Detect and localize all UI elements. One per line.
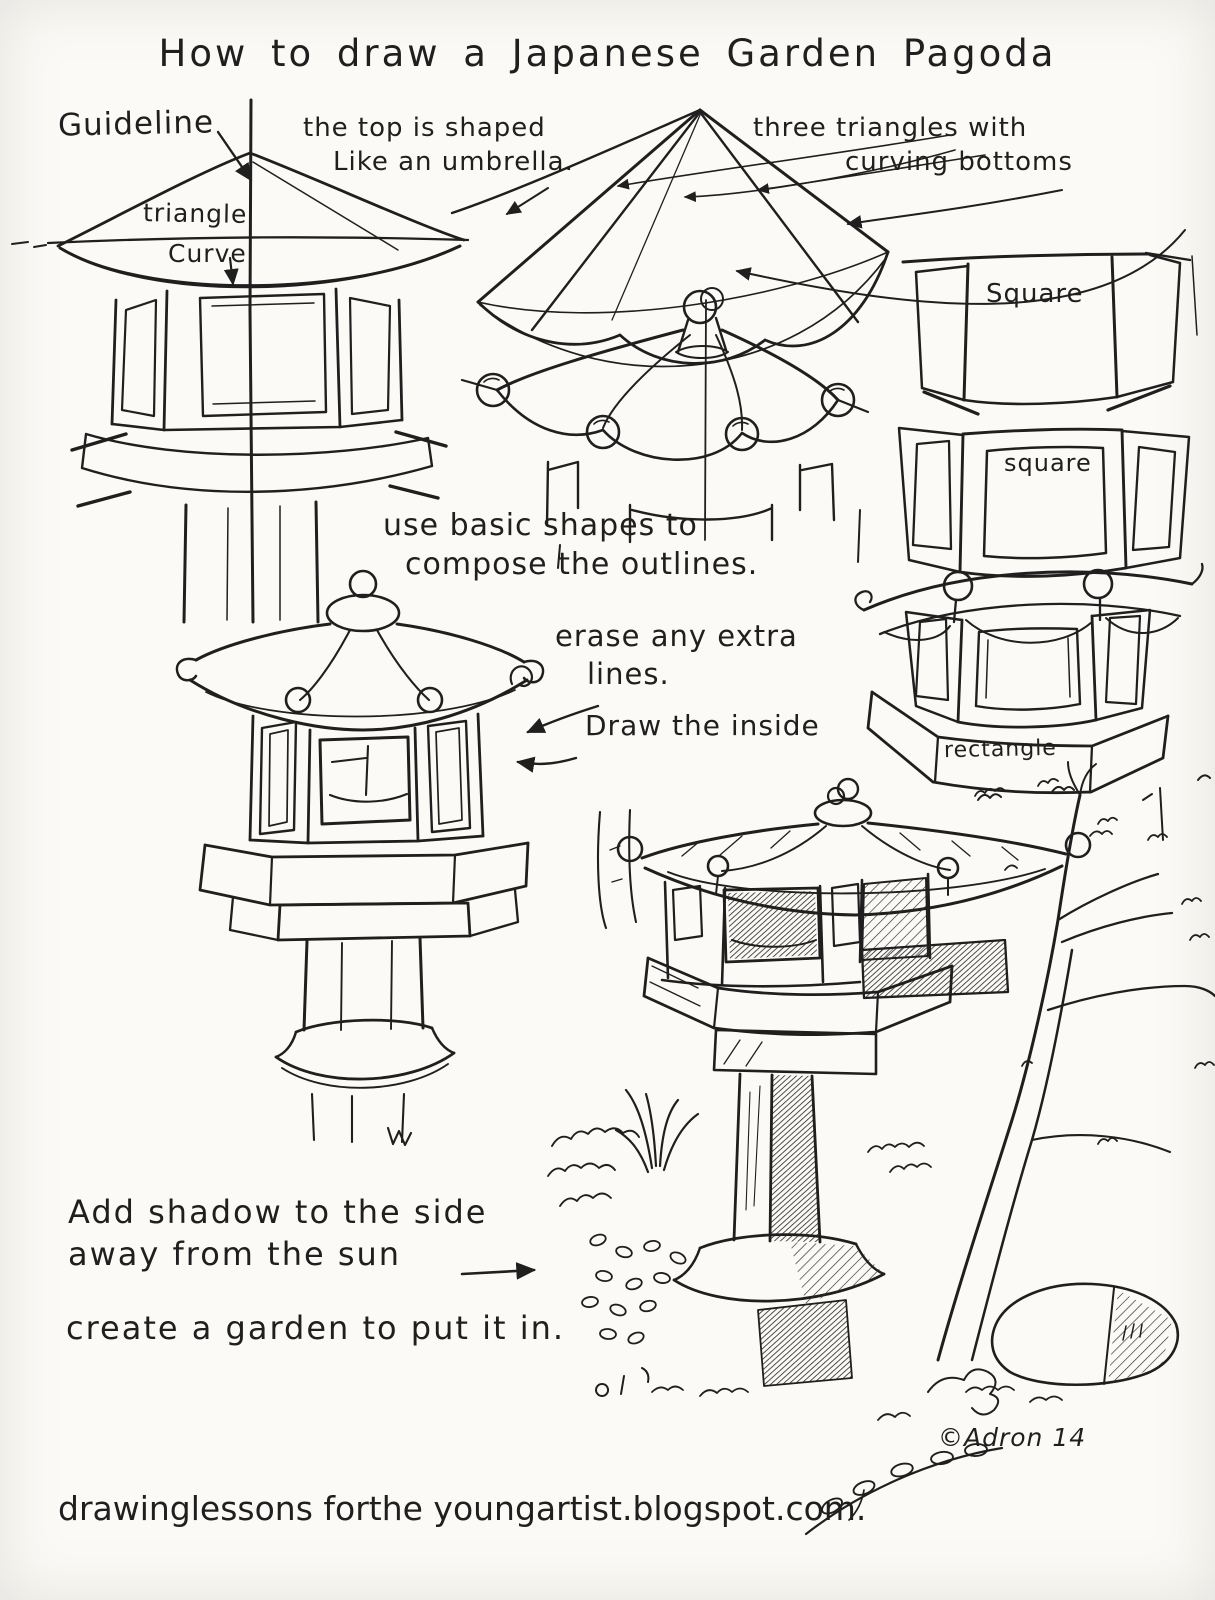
guideline-label: Guideline [57, 104, 215, 144]
sketch-step5-clean-pagoda [177, 571, 543, 1145]
erase-note-line2: lines. [587, 656, 670, 691]
shadow-note-line1: Add shadow to the side [68, 1193, 488, 1231]
footer-url: drawinglessons forthe youngartist.blogspot.com. [58, 1489, 867, 1528]
erase-note-line1: erase any extra [555, 619, 798, 653]
square-label-mid: square [1004, 449, 1092, 477]
umbrella-note-line2: Like an umbrella. [333, 146, 574, 177]
umbrella-note [303, 112, 574, 180]
curve-label: Curve [168, 239, 247, 268]
shadow-note-line2: away from the sun [68, 1234, 402, 1273]
rectangle-label: rectangle [943, 735, 1058, 764]
basic-shapes-line1: use basic shapes to [383, 508, 698, 543]
page-title: How to draw a Japanese Garden Pagoda [158, 32, 1057, 75]
umbrella-note-line1: the top is shaped [303, 113, 546, 143]
triangle-label: triangle [142, 198, 248, 229]
sketch-final-garden-scene [548, 762, 1215, 1534]
shadow-note [68, 1192, 487, 1275]
basic-shapes-line2: compose the outlines. [405, 547, 759, 582]
draw-inside-note: Draw the inside [585, 709, 820, 742]
triangles-note-line1: three triangles with [753, 113, 1028, 143]
signature-doodle [928, 1369, 998, 1414]
triangles-note-line2: curving bottoms [845, 146, 1073, 177]
annotation-arrows [462, 666, 598, 1274]
artist-signature: ©Adron 14 [938, 1423, 1087, 1452]
basic-shapes-note [383, 506, 758, 584]
triangles-note [753, 112, 1073, 180]
erase-note [555, 618, 798, 693]
square-label-top: Square [986, 279, 1084, 309]
garden-note: create a garden to put it in. [66, 1309, 566, 1347]
